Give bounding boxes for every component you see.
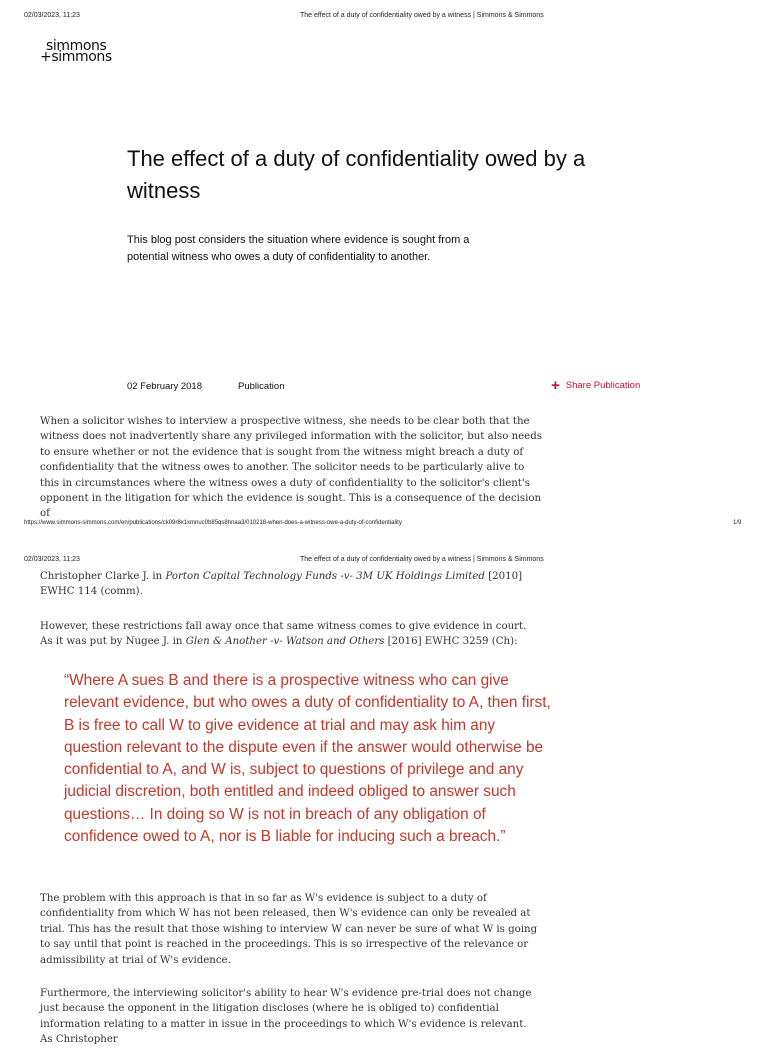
paragraph-furthermore-clip (40, 986, 542, 1046)
pull-quote: “Where A sues B and there is a prospective witness who can give relevant evidence, but who owes a duty of confidentiality to A, then first, B is free to call W to give evidence at trial and may ask him any question relevant to the dispute even if the answer would otherwise be confidential to A, and W is, subject to questions of privilege and any judicial discretion, both entitled and indeed obliged to answer such questions… In doing so W is not in breach of any obligation of confidence owed to A, nor is B liable for inducing such a breach.” (64, 672, 551, 846)
paragraph-nugee: However, these restrictions fall away once that same witness comes to give evidence in court. As it was put by Nugee J. in Glen & Another -v- Watson and Others [2016] EWHC 3259 (Ch): (40, 621, 527, 648)
case-name: Glen & Another -v- Watson and Others (185, 636, 385, 648)
share-publication-button[interactable] (551, 376, 641, 394)
standfirst: This blog post considers the situation where evidence is sought from a potential witness who owes a duty of confidentiality to another. (127, 234, 470, 263)
publication-date: 02 February 2018 (127, 381, 202, 392)
footer-url[interactable]: https://www.simmons-simmons.com/en/publications/ck09r8x1xmnuc0b85qs8hnaa3/010218-when-does-a-witness-owe-a-duty-of-confidentiality (24, 520, 402, 526)
plus-icon: + (551, 376, 560, 394)
paragraph-porton: Christopher Clarke J. in Porton Capital Technology Funds -v- 3M UK Holdings Limited [2010] EWHC 114 (comm). (40, 571, 523, 598)
share-label: Share Publication (565, 380, 641, 391)
logo-plus: + (40, 49, 52, 65)
logo-line-1: simmons (46, 38, 107, 54)
page-number: 1/9 (733, 520, 742, 526)
print-doc-title-2: The effect of a duty of confidentiality owed by a witness | Simmons & Simmons (300, 556, 544, 563)
paragraph-problem: The problem with this approach is that in so far as W's evidence is subject to a duty of confidentiality from which W has not been released, then W's evidence can only be revealed at trial. This has the result that those wishing to interview W can never be sure of what W is going to say until that point is reached in the proceedings. This is so irrespective of the relevance or admissibility at trial of W's evidence. (40, 893, 538, 966)
publication-type: Publication (238, 381, 285, 392)
intro-clip (40, 414, 542, 520)
intro-paragraph: When a solicitor wishes to interview a prospective witness, she needs to be clear both that the witness does not inadvertently share any privileged information with the solicitor, but also needs to ensure whether or not the evidence that is sought from the witness might breach a duty of confidentiality that the witness owes to another. The solicitor needs to be particularly alive to this in circumstances where the witness owes a duty of confidentiality to the solicitor's client's opponent in the litigation for which the evidence is sought. This is a consequence of the decision of (40, 416, 542, 520)
logo-line-2: +simmons (40, 49, 112, 65)
paragraph-furthermore: Furthermore, the interviewing solicitor's ability to hear W's evidence pre-trial does not change just because the opponent in the litigation discloses (where he is obliged to) confidential information relating to a matter in issue in the proceedings to which W's evidence is relevant. As Christopher (40, 988, 532, 1046)
print-datetime-2: 02/03/2023, 11:23 (24, 556, 80, 563)
simmons-logo[interactable] (40, 38, 112, 65)
print-doc-title: The effect of a duty of confidentiality owed by a witness | Simmons & Simmons (300, 12, 544, 19)
print-datetime: 02/03/2023, 11:23 (24, 12, 80, 19)
case-name: Porton Capital Technology Funds -v- 3M UK Holdings Limited (165, 571, 485, 582)
page-title: The effect of a duty of confidentiality owed by a witness (127, 146, 586, 203)
